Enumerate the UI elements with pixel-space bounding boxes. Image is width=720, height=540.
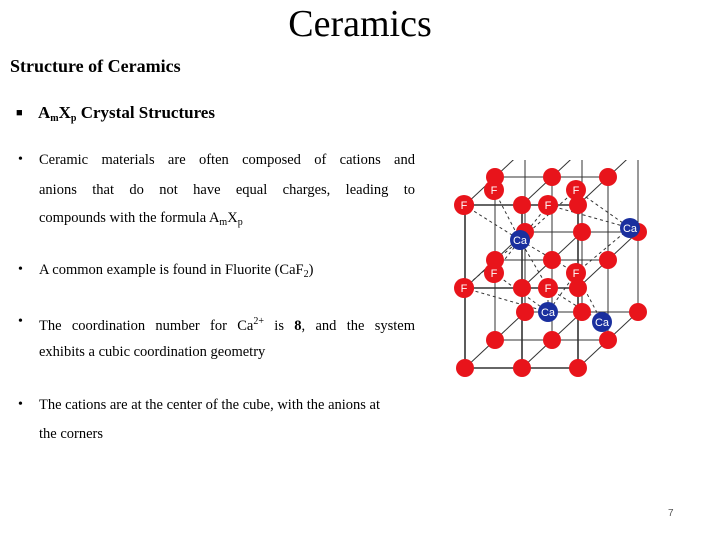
lattice-atom bbox=[543, 168, 561, 186]
bullet-4-line-2: the corners bbox=[39, 426, 104, 442]
square-bullet-icon: ■ bbox=[16, 107, 23, 119]
bullet-icon: • bbox=[18, 152, 23, 167]
lattice-atom bbox=[456, 359, 474, 377]
coord-text-b: is bbox=[264, 318, 295, 334]
lattice-atom bbox=[513, 196, 531, 214]
formula-sub-m: m bbox=[219, 217, 228, 228]
coord-text-c: , and the system bbox=[301, 318, 415, 334]
bullet-icon: • bbox=[18, 314, 23, 329]
fluoride-anion-label: F bbox=[572, 268, 580, 280]
lattice-atom bbox=[629, 303, 647, 321]
coord-number: 8 bbox=[294, 318, 302, 334]
fluoride-anion-label: F bbox=[490, 268, 498, 280]
heading-sub-p: p bbox=[70, 113, 77, 124]
heading-sub-m: m bbox=[50, 113, 59, 124]
formula-mid: X bbox=[227, 210, 238, 226]
formula-text: compounds with the formula A bbox=[39, 210, 220, 226]
bullet-icon: • bbox=[18, 262, 23, 277]
slide-title: Ceramics bbox=[288, 3, 432, 45]
bond-line bbox=[548, 205, 630, 228]
fluorite-text: A common example is found in Fluorite (CaF bbox=[39, 262, 304, 278]
lattice-atom bbox=[516, 303, 534, 321]
calcium-cation-label: Ca bbox=[594, 317, 610, 329]
fluorite-sub: 2 bbox=[303, 269, 309, 280]
fluoride-anion-label: F bbox=[490, 185, 498, 197]
fluoride-anion-label: F bbox=[572, 185, 580, 197]
page-number: 7 bbox=[668, 508, 674, 519]
lattice-atom bbox=[513, 359, 531, 377]
fluoride-anion-label: F bbox=[544, 283, 552, 295]
section-heading bbox=[16, 103, 215, 124]
calcium-cation-label: Ca bbox=[512, 235, 528, 247]
lattice-atom bbox=[599, 251, 617, 269]
coord-sup: 2+ bbox=[253, 316, 264, 327]
lattice-atom bbox=[486, 331, 504, 349]
lattice-atom bbox=[573, 303, 591, 321]
fluoride-anion-label: F bbox=[544, 200, 552, 212]
formula-sub-p: p bbox=[237, 217, 243, 228]
calcium-cation-label: Ca bbox=[622, 223, 638, 235]
fluorite-end: ) bbox=[308, 262, 314, 278]
heading-suffix: Crystal Structures bbox=[76, 103, 215, 122]
bullet-3-line-2: exhibits a cubic coordination geometry bbox=[39, 344, 266, 360]
fluorite-crystal-diagram bbox=[440, 160, 710, 380]
bullet-2-line-1 bbox=[39, 254, 313, 291]
lattice-atom bbox=[543, 331, 561, 349]
bullet-4-line-1: The cations are at the center of the cube, with the anions at bbox=[39, 397, 381, 413]
bullet-icon: • bbox=[18, 397, 23, 412]
lattice-atom bbox=[573, 223, 591, 241]
heading-mid: X bbox=[58, 103, 71, 122]
lattice-atom bbox=[599, 168, 617, 186]
slide-subtitle: Structure of Ceramics bbox=[10, 56, 181, 76]
lattice-atom bbox=[569, 359, 587, 377]
lattice-atom bbox=[543, 251, 561, 269]
bullet-1-line-2: anions that do not have equal charges, leading to bbox=[39, 182, 415, 198]
fluoride-anion-label: F bbox=[460, 200, 468, 212]
coord-text-a: The coordination number for Ca bbox=[39, 318, 254, 334]
lattice-atom bbox=[513, 279, 531, 297]
heading-prefix: A bbox=[38, 103, 51, 122]
fluoride-anion-label: F bbox=[460, 283, 468, 295]
lattice-atom bbox=[599, 331, 617, 349]
bullet-1-line-3 bbox=[39, 202, 243, 239]
calcium-cation-label: Ca bbox=[540, 307, 556, 319]
bullet-1-line-1: Ceramic materials are often composed of cations and bbox=[39, 152, 415, 168]
bond-line bbox=[464, 288, 548, 312]
